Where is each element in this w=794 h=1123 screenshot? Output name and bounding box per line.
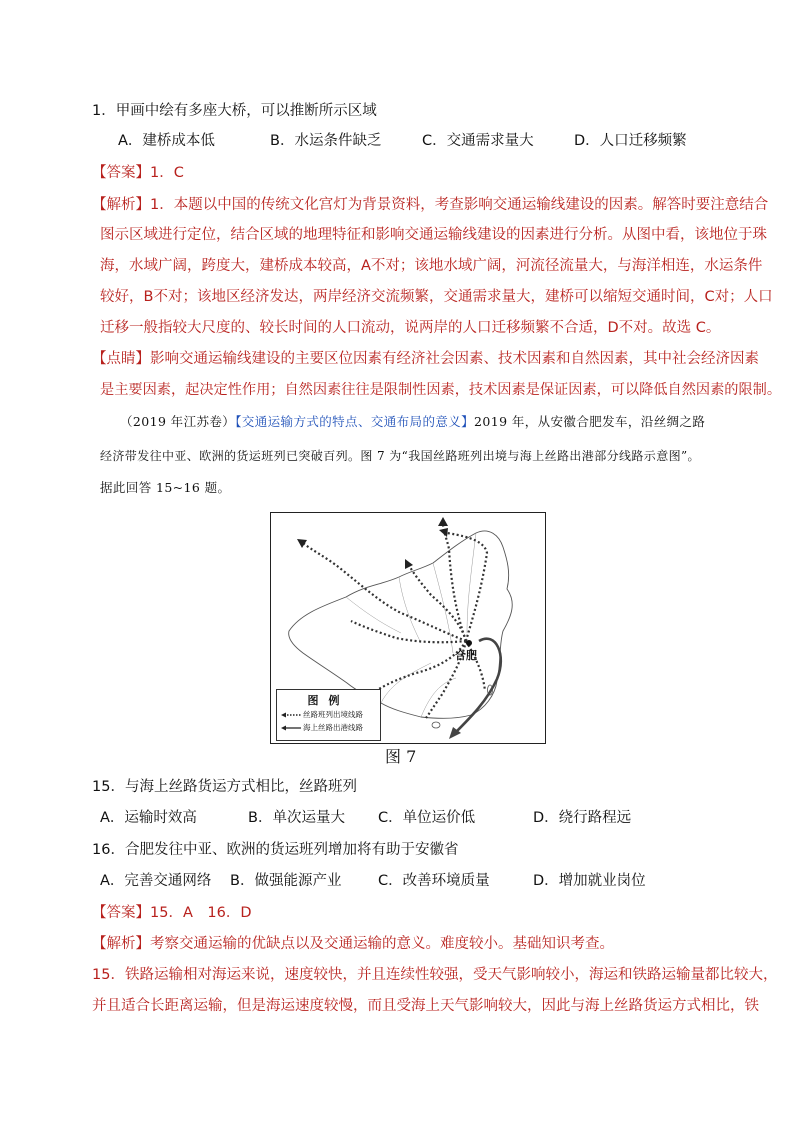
intro-source: （2019 年江苏卷） <box>120 414 236 429</box>
q15-analysis-line-1: 15．铁路运输相对海运来说，速度较快，并且连续性较强，受天气影响较小，海运和铁路运输量都比较大， <box>92 967 778 983</box>
legend-item-train <box>281 708 380 721</box>
q1-option-a: A．建桥成本低 <box>118 133 215 149</box>
q1-analysis-line-4: 较好，B不对；该地区经济发达，两岸经济交流频繁，交通需求量大，建桥可以缩短交通时间，C对；人口 <box>100 289 773 305</box>
q15-option-c: C．单位运价低 <box>378 810 476 826</box>
answer-value: 1．C <box>150 165 184 181</box>
q1-analysis-line-3: 海，水域广阔，跨度大，建桥成本较高，A不对；该地水域广阔，河流径流量大，与海洋相连，水运条件 <box>100 258 763 274</box>
intro-topic: 【交通运输方式的特点、交通布局的意义】 <box>235 414 475 429</box>
q1-option-d: D．人口迁移频繁 <box>574 133 687 149</box>
tip-tag: 【点睛】 <box>92 351 150 367</box>
intro-line-1 <box>120 412 705 432</box>
q1-analysis-line-1 <box>92 195 768 215</box>
q1-option-c: C．交通需求量大 <box>422 133 534 149</box>
q1-analysis-line-5: 迁移一般指较大尺度的、较长时间的人口流动，说两岸的人口迁移频繁不合适，D不对。故选 C。 <box>100 320 721 336</box>
q16-stem: 16．合肥发往中亚、欧洲的货运班列增加将有助于安徽省 <box>92 842 459 858</box>
answer2-tag: 【答案】 <box>92 905 150 921</box>
solid-arrow-icon <box>281 724 301 732</box>
q15-options <box>100 808 631 828</box>
q15-option-a: A．运输时效高 <box>100 810 197 826</box>
q15-option-b: B．单次运量大 <box>248 810 345 826</box>
q1-answer <box>92 163 184 183</box>
q16-option-b: B．做强能源产业 <box>230 873 342 889</box>
answer-tag: 【答案】 <box>92 165 150 181</box>
q16-option-d: D．增加就业岗位 <box>533 873 646 889</box>
map-legend <box>276 689 381 741</box>
q1-options <box>118 131 687 151</box>
q1-tip-line-2: 是主要因素，起决定性作用；自然因素往往是限制性因素，技术因素是保证因素，可以降低自然因素的限制。 <box>100 382 782 398</box>
q15-16-analysis-head <box>92 934 614 954</box>
q15-analysis-line-2: 并且适合长距离运输，但是海运速度较慢，而且受海上天气影响较大，因此与海上丝路货运方式相比，铁 <box>92 998 759 1014</box>
dotted-arrow-icon <box>281 711 301 719</box>
intro-line-2: 经济带发往中亚、欧洲的货运班列已突破百列。图 7 为“我国丝路班列出境与海上丝路出港部分线路示意图”。 <box>100 449 700 463</box>
q1-tip-line-1 <box>92 349 759 369</box>
analysis-text: 1．本题以中国的传统文化宫灯为背景资料，考查影响交通运输线建设的因素。解答时要注意结合 <box>150 197 769 213</box>
analysis-tag: 【解析】 <box>92 197 150 213</box>
route-map-figure <box>270 512 546 744</box>
legend-item-sea <box>281 721 380 734</box>
q15-stem: 15．与海上丝路货运方式相比，丝路班列 <box>92 779 357 795</box>
intro-text: 2019 年，从安徽合肥发车，沿丝绸之路 <box>474 414 706 429</box>
legend-train-label: 丝路班列出境线路 <box>303 710 363 719</box>
q1-stem: 1．甲画中绘有多座大桥，可以推断所示区域 <box>92 103 377 119</box>
q16-option-c: C．改善环境质量 <box>378 873 490 889</box>
q1-option-b: B．水运条件缺乏 <box>270 133 382 149</box>
legend-sea-label: 海上丝路出港线路 <box>303 723 363 732</box>
q15-16-answer <box>92 903 252 923</box>
q1-analysis-line-2: 图示区域进行定位，结合区域的地理特征和影响交通运输线建设的因素进行分析。从图中看，该地位于珠 <box>100 227 767 243</box>
intro-line-3: 据此回答 15~16 题。 <box>100 480 231 495</box>
hainan-island <box>432 722 440 728</box>
train-route-arrowheads <box>297 517 448 569</box>
answer2-value: 15．A 16．D <box>150 905 252 921</box>
analysis2-text: 考察交通运输的优缺点以及交通运输的意义。难度较小。基础知识考查。 <box>150 936 614 952</box>
q16-option-a: A．完善交通网络 <box>100 873 212 889</box>
legend-title: 图例 <box>307 694 350 707</box>
hefei-label: 合肥 <box>455 649 477 662</box>
tip-text: 影响交通运输线建设的主要区位因素有经济社会因素、技术因素和自然因素，其中社会经济因素 <box>150 351 759 367</box>
q16-options <box>100 871 646 891</box>
analysis2-tag: 【解析】 <box>92 936 150 952</box>
hefei-dot <box>466 640 472 646</box>
figure-caption: 图 7 <box>385 747 417 766</box>
q15-option-d: D．绕行路程远 <box>533 810 632 826</box>
